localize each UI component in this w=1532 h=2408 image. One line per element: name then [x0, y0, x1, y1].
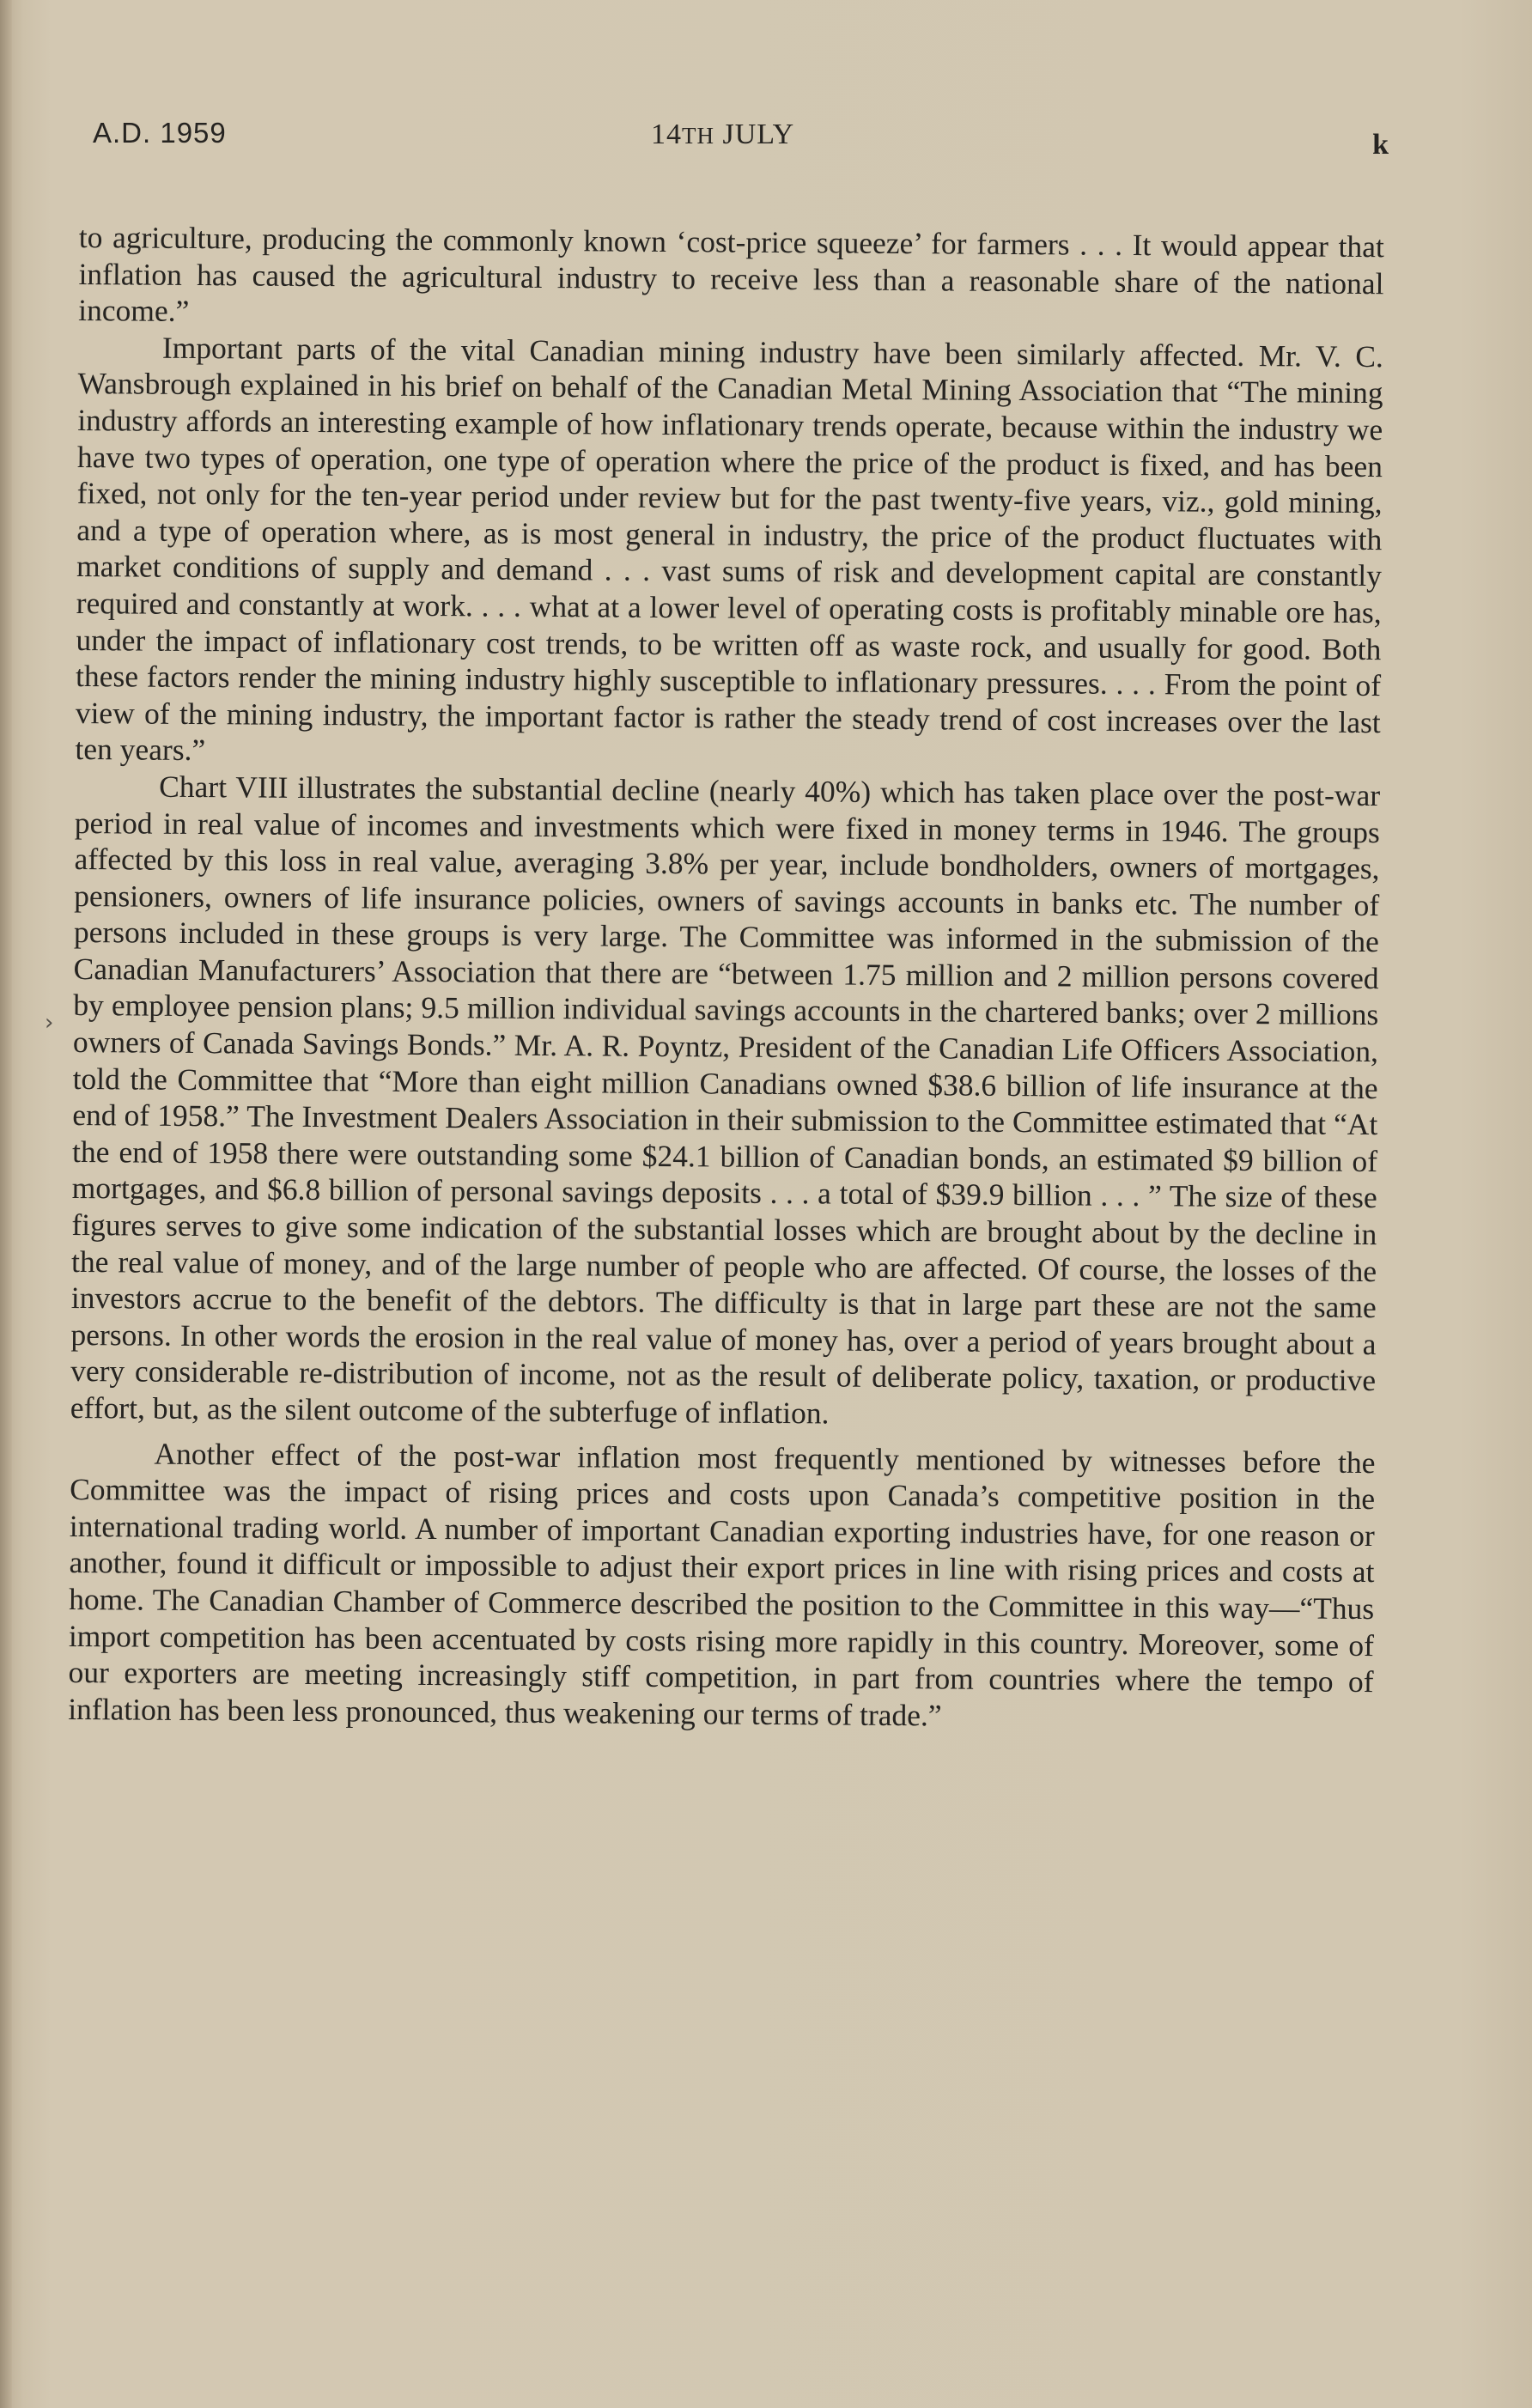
header-day-suffix: TH: [682, 123, 714, 149]
header-year: A.D. 1959: [93, 117, 227, 149]
header-day: 14: [651, 119, 682, 150]
paragraph-agriculture-quote: to agriculture, producing the commonly known ‘cost-price squeeze’ for farmers . . . It would appear that inflation has caused the agricultural industry to receive less than a reasonable share of the national income.”: [78, 219, 1384, 329]
running-header: [93, 113, 1389, 165]
body-text: [68, 219, 1384, 1736]
paragraph-competitive-position: Another effect of the post-war inflation most frequently mentioned by witnesses before the Committee was the impact of rising prices and costs upon Canada’s competitive position in the international trading world. A number of important Canadian exporting industries have, for one reason or another, found it difficult or impossible to adjust their export prices in line with rising prices and costs at home. The Canadian Chamber of Commerce described the position to the Committee in this way—“Thus import competition has been accentuated by costs rising more rapidly in this country. Moreover, some of our exporters are meeting increasingly stiff competition, in part from countries where the tempo of inflation has been less pronounced, thus weakening our terms of trade.”: [68, 1436, 1376, 1733]
margin-pencil-mark: ›: [45, 1010, 54, 1036]
page-edge-shadow: [0, 0, 12, 2408]
header-date: [651, 119, 794, 151]
header-month: JULY: [722, 119, 795, 150]
paragraph-chart-viii: Chart VIII illustrates the substantial decline (nearly 40%) which has taken place over the post-war period in real value of incomes and investments which were fixed in money terms in 1946. The groups affected by this loss in real value, averaging 3.8% per year, include bondholders, owners of mortgages, pensioners, owners of life insurance policies, owners of savings accounts in banks etc. The number of persons included in these groups is very large. The Committee was informed in the submission of the Canadian Manufacturers’ Association that there are “between 1.75 million and 2 million persons covered by employee pension plans; 9.5 million individual savings accounts in the chartered banks; over 2 millions owners of Canada Savings Bonds.” Mr. A. R. Poyntz, President of the Canadian Life Officers Association, told the Committee that “More than eight million Canadians owned $38.6 billion of life insurance at the end of 1958.” The Investment Dealers Association in their submission to the Committee estimated that “At the end of 1958 there were outstanding some $24.1 billion of Canadian bonds, an estimated $9 billion of mortgages, and $6.8 billion of personal savings deposits . . . a total of $39.9 billion . . . ” The size of these figures serves to give some indication of the substantial losses which are brought about by the decline in the real value of money, and of the large number of people who are affected. Of course, the losses of the investors accrue to the benefit of the debtors. The difficulty is that in large part these are not the same persons. In other words the erosion in the real value of money has, over a period of years brought about a very considerable re-distribution of income, not as the result of deliberate policy, taxation, or productive effort, but, as the silent outcome of the subterfuge of inflation.: [70, 769, 1381, 1431]
header-page-letter: k: [1372, 129, 1389, 161]
paragraph-mining-industry: Important parts of the vital Canadian mining industry have been similarly affected. Mr. V. C. Wansbrough explained in his brief on behalf of the Canadian Metal Mining Association that “The mining industry affords an interesting example of how inflationary trends operate, because within the industry we have two types of operation, one type of operation where the price of the product is fixed, and has been fixed, not only for the ten-year period under review but for the past twenty-five years, viz., gold mining, and a type of operation where, as is most general in industry, the price of the product fluctuates with market conditions of supply and demand . . . vast sums of risk and development capital are constantly required and constantly at work. . . . what at a lower level of operating costs is profitably minable ore has, under the impact of inflationary cost trends, to be written off as waste rock, and usually for good. Both these factors render the mining industry highly susceptible to inflationary pressures. . . . From the point of view of the mining industry, the important factor is rather the steady trend of cost increases over the last ten years.”: [75, 330, 1384, 768]
